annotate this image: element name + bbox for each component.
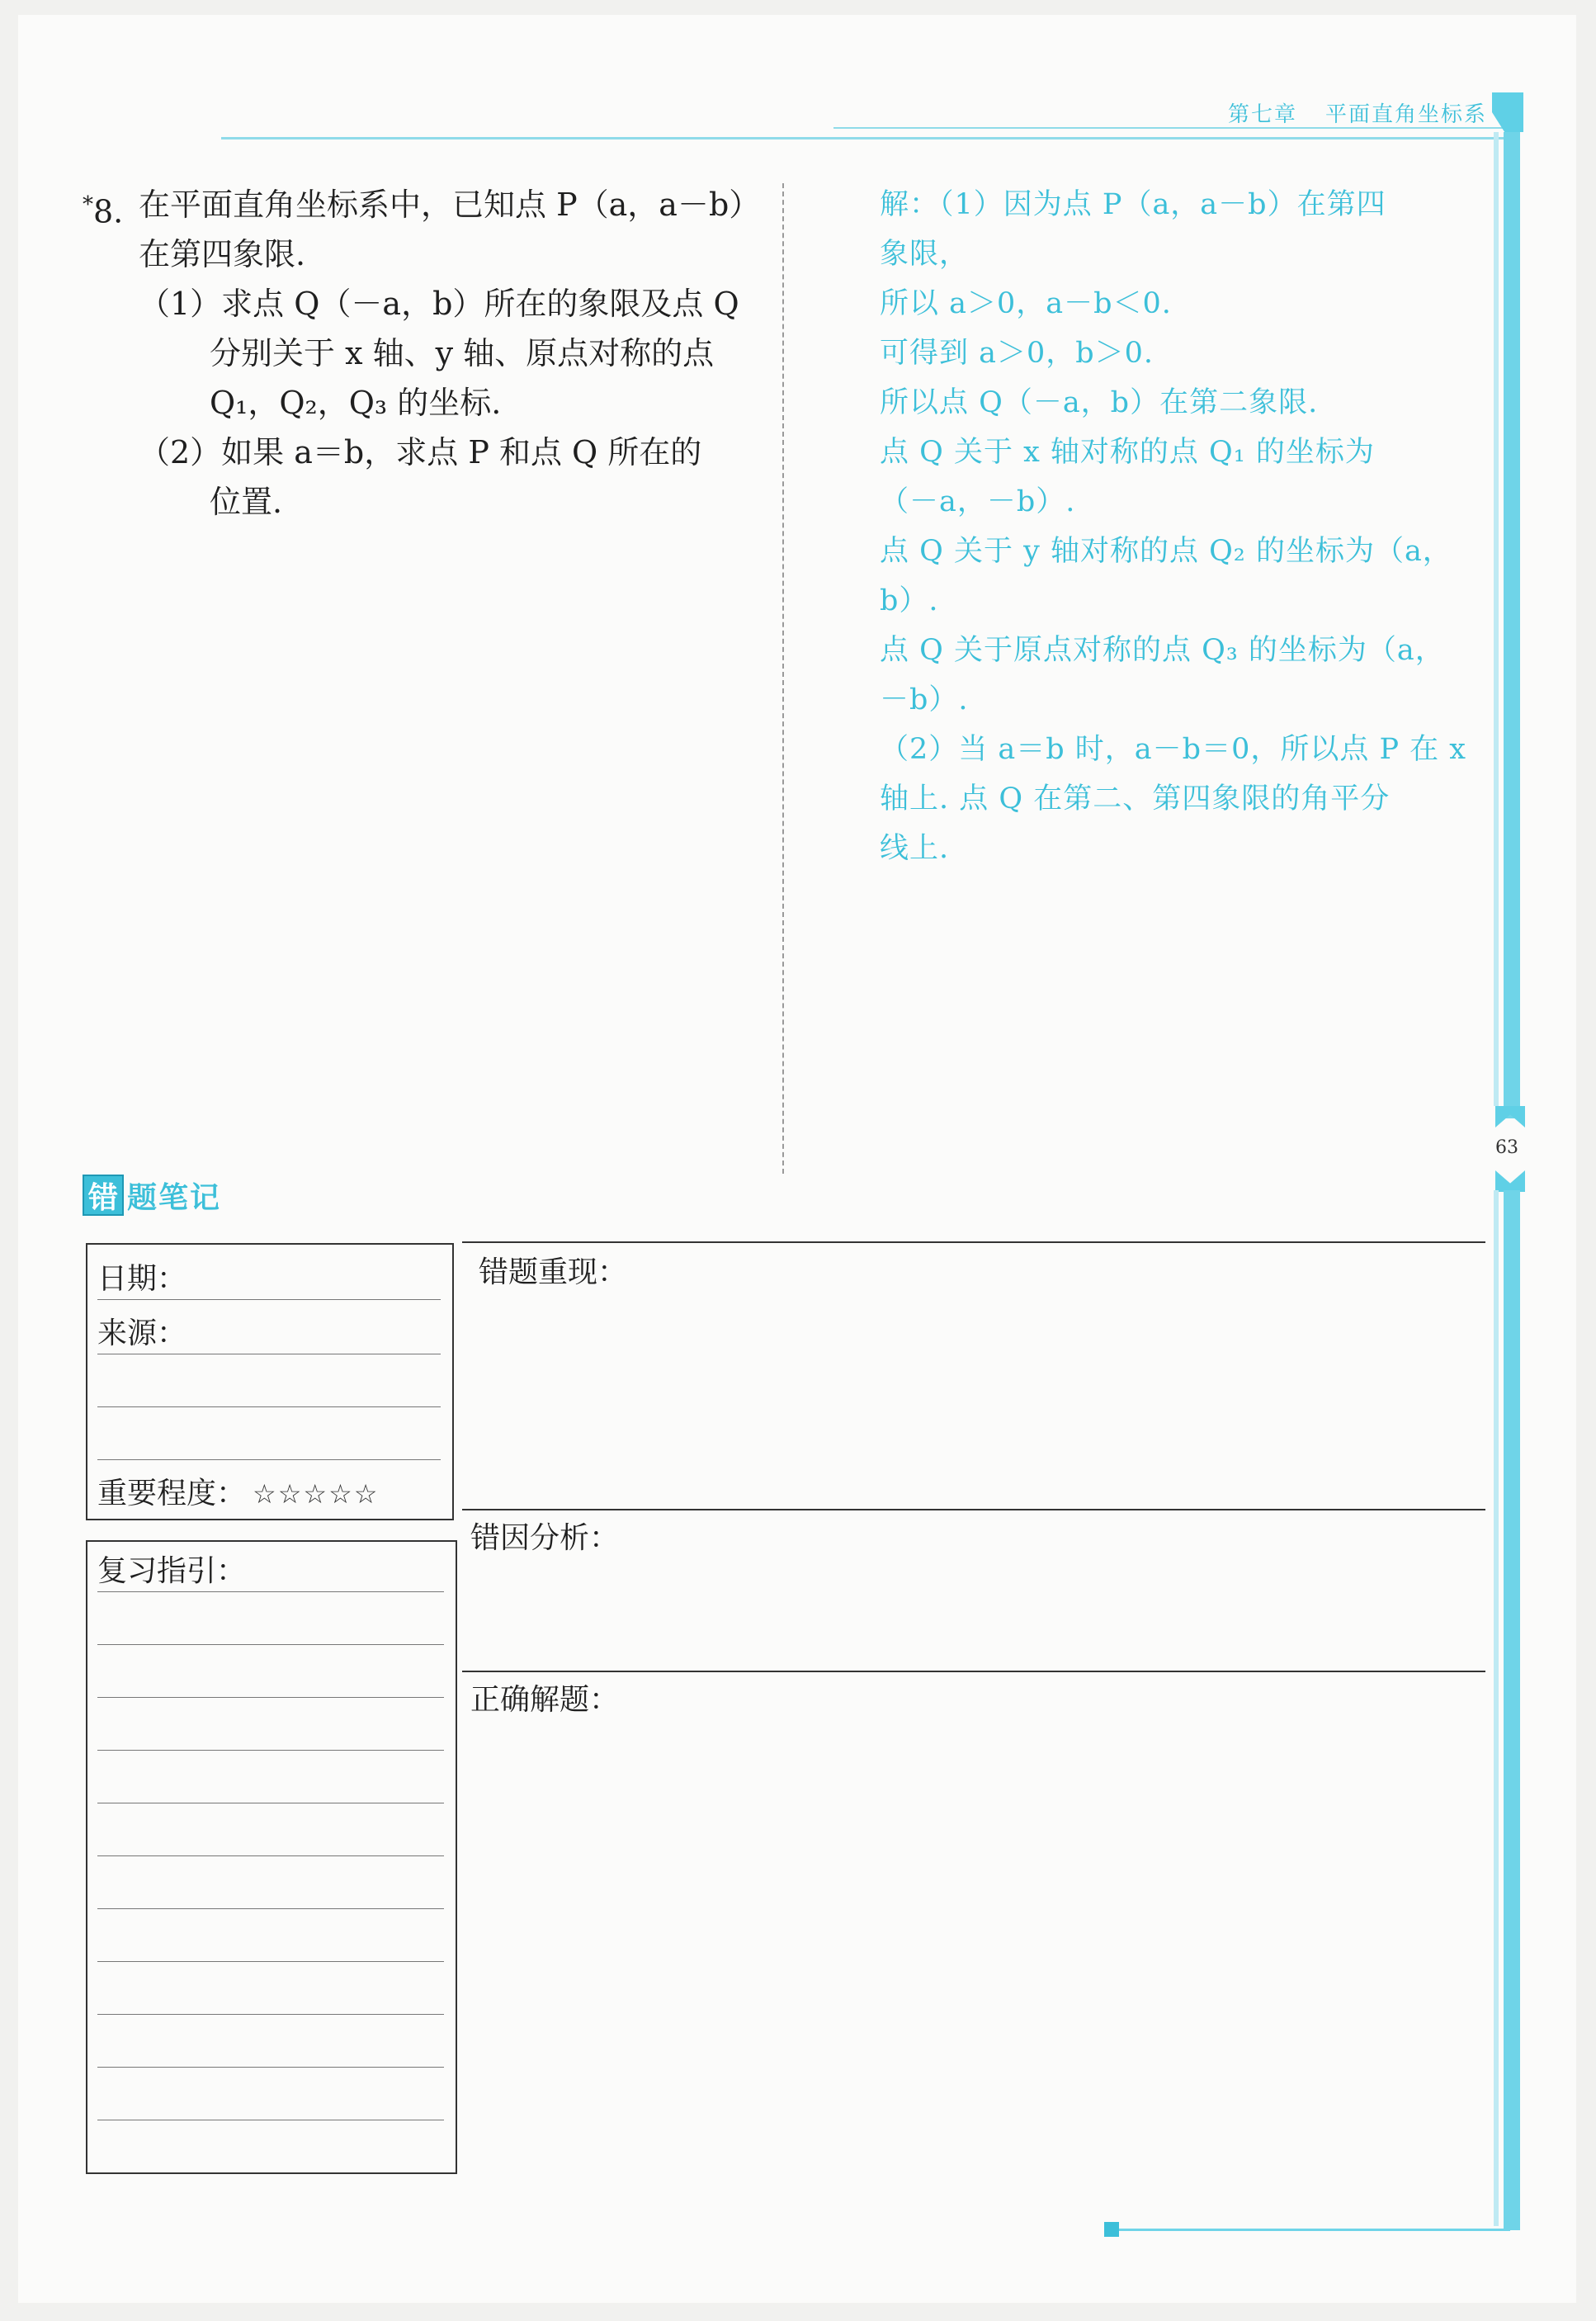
header-rule	[221, 137, 1509, 139]
side-rail-inner-bottom	[1494, 1190, 1499, 2226]
side-rail-top	[1504, 132, 1520, 1118]
problem-part2-line: （2）如果 a＝b，求点 P 和点 Q 所在的	[139, 434, 702, 470]
date-label: 日期：	[97, 1262, 187, 1296]
page-number: 63	[1495, 1137, 1518, 1158]
notes-badge: 错	[83, 1175, 124, 1216]
problem-stem-line: 在平面直角坐标系中，已知点 P（a，a－b）	[139, 187, 761, 223]
review-rule[interactable]	[97, 1750, 444, 1751]
source-label: 来源：	[97, 1316, 187, 1350]
date-rule[interactable]	[97, 1299, 441, 1300]
problem-number-text: 8.	[93, 193, 124, 230]
problem-number	[83, 180, 123, 237]
notes-info-box	[86, 1243, 454, 1520]
blank-rule[interactable]	[97, 1459, 441, 1460]
review-rule[interactable]	[97, 1855, 444, 1856]
review-rule[interactable]	[97, 1908, 444, 1909]
review-label: 复习指引：	[97, 1554, 247, 1588]
review-rule[interactable]	[97, 2014, 444, 2015]
solution-line: 可得到 a＞0，b＞0.	[880, 337, 1155, 370]
solution-line: 所以 a＞0，a－b＜0.	[880, 287, 1172, 320]
solution	[880, 180, 1484, 873]
solution-line: 解：（1）因为点 P（a，a－b）在第四	[880, 188, 1386, 221]
solution-line: 线上.	[880, 832, 950, 865]
problem-part1-line: （1）求点 Q（－a，b）所在的象限及点 Q	[139, 286, 739, 322]
importance-row	[97, 1476, 441, 1512]
running-head	[1200, 97, 1487, 128]
problem-line	[83, 180, 761, 230]
review-rule[interactable]	[97, 2067, 444, 2068]
chapter-label: 第七章	[1227, 102, 1297, 127]
correct-label: 正确解题：	[470, 1683, 620, 1717]
cause-label: 错因分析：	[470, 1521, 620, 1555]
importance-stars[interactable]: ☆☆☆☆☆	[253, 1478, 380, 1510]
problem-part1-line: 分别关于 x 轴、y 轴、原点对称的点	[210, 335, 715, 371]
review-rule[interactable]	[97, 1697, 444, 1698]
column-divider	[782, 183, 784, 1174]
review-rule[interactable]	[97, 1961, 444, 1962]
solution-line: －b）.	[880, 683, 969, 716]
notes-title-text: 题笔记	[127, 1179, 222, 1215]
problem-part1-line: Q₁，Q₂，Q₃ 的坐标.	[210, 385, 502, 421]
problem-stem-line: 在第四象限.	[139, 236, 306, 272]
solution-line: 点 Q 关于原点对称的点 Q₃ 的坐标为（a，	[880, 634, 1445, 667]
solution-line: b）.	[880, 584, 939, 617]
chapter-title: 平面直角坐标系	[1324, 102, 1487, 127]
footer-rule	[1114, 2229, 1510, 2231]
review-rule[interactable]	[97, 1591, 444, 1592]
solution-line: 轴上. 点 Q 在第二、第四象限的角平分	[880, 782, 1391, 815]
review-guide-box	[86, 1540, 457, 2174]
footer-square-marker	[1104, 2222, 1119, 2237]
side-rail-inner-top	[1494, 132, 1499, 1106]
importance-label: 重要程度：	[97, 1477, 247, 1510]
side-rail-bottom	[1504, 1190, 1520, 2230]
notes-section-title	[83, 1172, 221, 1218]
blank-rule[interactable]	[97, 1406, 441, 1407]
problem-statement	[83, 180, 761, 527]
solution-line: 点 Q 关于 x 轴对称的点 Q₁ 的坐标为	[880, 436, 1375, 469]
solution-line: 点 Q 关于 y 轴对称的点 Q₂ 的坐标为（a，	[880, 535, 1452, 568]
reappear-label: 错题重现：	[479, 1255, 628, 1289]
solution-line: （2）当 a＝b 时，a－b＝0，所以点 P 在 x	[880, 733, 1466, 766]
correct-top-rule	[462, 1671, 1485, 1672]
review-rule[interactable]	[97, 1644, 444, 1645]
reappear-top-rule	[462, 1241, 1485, 1243]
solution-line: 象限，	[880, 238, 970, 271]
solution-line: 所以点 Q（－a，b）在第二象限.	[880, 386, 1319, 419]
problem-marker: *	[83, 192, 93, 217]
problem-part2-line: 位置.	[210, 484, 283, 520]
solution-line: （－a，－b）.	[880, 485, 1076, 518]
cause-top-rule	[462, 1509, 1485, 1510]
